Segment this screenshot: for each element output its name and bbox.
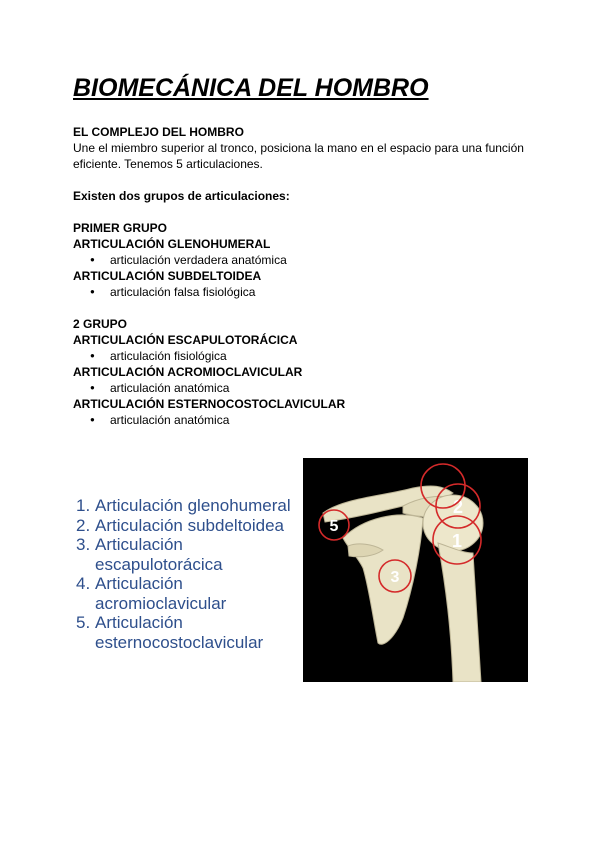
figure-joint-list <box>76 496 291 652</box>
bullet-list <box>73 380 543 396</box>
document-body <box>73 124 543 428</box>
list-text-continued: esternocostoclavicular <box>95 632 264 652</box>
intro-paragraph: Une el miembro superior al tronco, posiciona la mano en el espacio para una función eficiente. Tenemos 5 articulaciones. <box>73 141 524 171</box>
figure-list-item <box>76 535 291 574</box>
list-number: 2. <box>76 515 91 535</box>
list-text-continued: acromioclavicular <box>95 593 227 613</box>
list-text: Articulación <box>95 535 183 554</box>
list-number: 3. <box>76 535 91 554</box>
bullet-item: ● articulación fisiológica <box>73 348 543 364</box>
figure-list-item <box>76 516 291 536</box>
document-title: BIOMECÁNICA DEL HOMBRO <box>73 74 429 102</box>
bullet-item: ● articulación falsa fisiológica <box>73 284 543 300</box>
list-number: 5. <box>76 613 91 632</box>
svg-text:5: 5 <box>329 518 339 535</box>
bullet-list <box>73 252 543 268</box>
bullet-list <box>73 284 543 300</box>
list-text: Articulación glenohumeral <box>95 496 291 515</box>
bullet-item: ● articulación anatómica <box>73 412 543 428</box>
list-text: Articulación <box>95 574 183 593</box>
group2-heading: 2 GRUPO <box>73 317 128 331</box>
joint-name: ARTICULACIÓN ESTERNOCOSTOCLAVICULAR <box>73 397 346 411</box>
list-text-continued: escapulotorácica <box>95 554 223 574</box>
groups-intro: Existen dos grupos de articulaciones: <box>73 189 290 203</box>
svg-text:3: 3 <box>390 569 400 586</box>
joint-name: ARTICULACIÓN ESCAPULOTORÁCICA <box>73 333 298 347</box>
list-text: Articulación <box>95 613 183 632</box>
svg-text:2: 2 <box>452 497 464 517</box>
bullet-item: ● articulación anatómica <box>73 380 543 396</box>
shoulder-skeleton-image <box>303 458 528 682</box>
joint-name: ARTICULACIÓN SUBDELTOIDEA <box>73 269 262 283</box>
list-text: Articulación subdeltoidea <box>95 515 285 535</box>
section-heading: EL COMPLEJO DEL HOMBRO <box>73 125 244 139</box>
group1-heading: PRIMER GRUPO <box>73 221 168 235</box>
svg-text:1: 1 <box>451 531 463 551</box>
figure-list-item <box>76 574 291 613</box>
bullet-list <box>73 348 543 364</box>
figure-list-item <box>76 613 291 652</box>
bullet-item: ● articulación verdadera anatómica <box>73 252 543 268</box>
joint-name: ARTICULACIÓN GLENOHUMERAL <box>73 237 271 251</box>
list-number: 4. <box>76 574 91 593</box>
joint-name: ARTICULACIÓN ACROMIOCLAVICULAR <box>73 365 303 379</box>
bullet-list <box>73 412 543 428</box>
list-number: 1. <box>76 496 91 515</box>
figure-list-item <box>76 496 291 516</box>
